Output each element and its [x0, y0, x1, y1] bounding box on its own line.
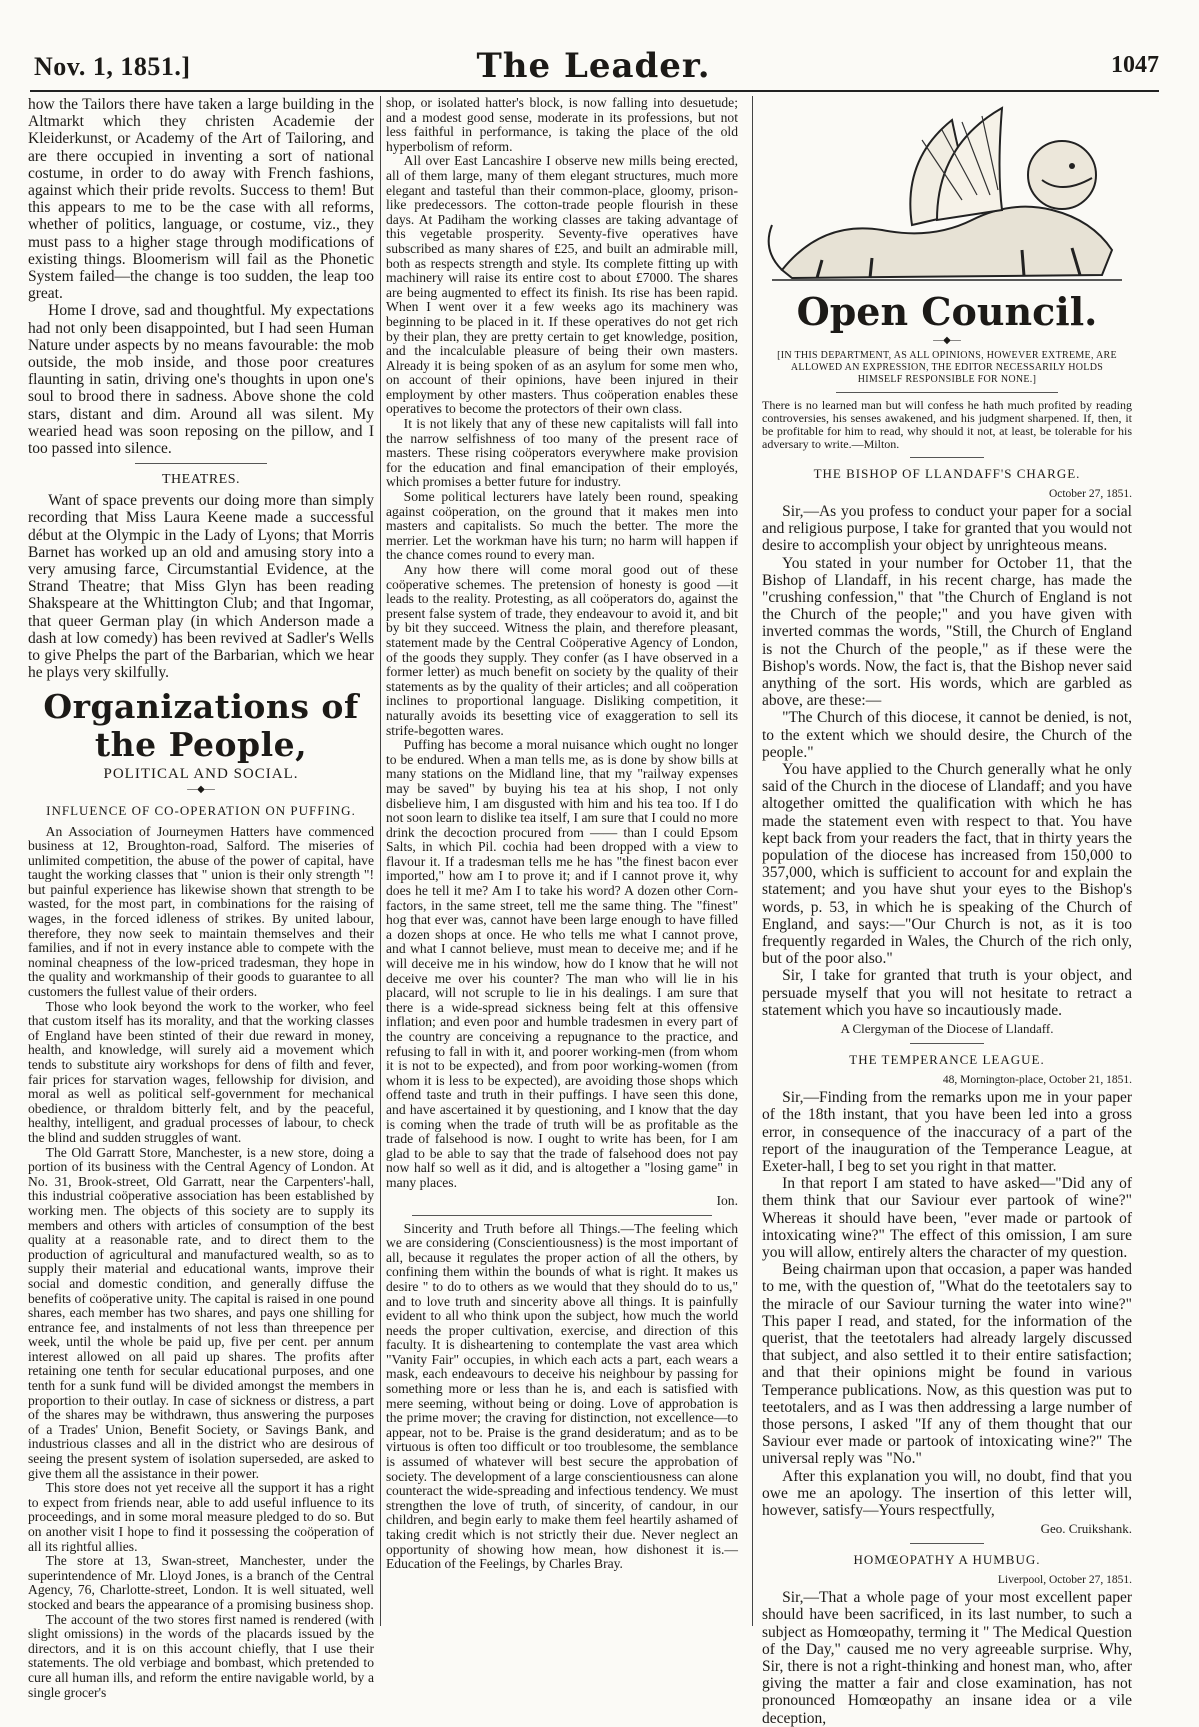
masthead-rule: [30, 90, 1159, 92]
divider: [910, 457, 984, 458]
theatres-heading: THEATRES.: [162, 472, 240, 488]
homeopathy-date: Liverpool, October 27, 1851.: [997, 1574, 1132, 1587]
letter-paragraph: "The Church of this diocese, it cannot be denied, is not, to the extent which we should desire, the Church of the people.": [762, 709, 1132, 761]
divider: [910, 1543, 984, 1544]
theatres-paragraph: Want of space prevents our doing more than simply recording that Miss Laura Keene made a successful début at the Olympic in the Lady of Lyons; that Morris Barnet has worked up an old and amusing story into a very amusing farce, Circumstantial Evidence, at the Strand Theatre; that Miss Glyn has been reading Shakspeare at the Whittington Club; and that Ingomar, that queer German play (in which Anderson made a dash at low comedy) has been revived at Sadler's Wells to give Phelps the part of the Barbarian, which we hear he plays very skilfully.: [28, 492, 374, 682]
article-paragraph: This store does not yet receive all the support it has a right to expect from friends near, able to add useful influence to its proceedings, and in some moral measure pledged to do so. But on another visit I hope to find it possessing the coöperation of all its rightful allies.: [28, 1480, 374, 1554]
article-paragraph: An Association of Journeymen Hatters have commenced business at 12, Broughton-road, Salford. The miseries of unlimited competition, the abuse of the power of capital, have taught the working classes that " union is their only strength "! but painful experience has likewise shown that strength to be wasted, for the most part, in combinations for the raising of wages, in the forced idleness of strikes. By united labour, therefore, they now seek to maintain themselves and their families, and if not in every instance able to compete with the nominal cheapness of the low-priced tradesman, they hope in the quality and workmanship of their goods to guarantee to all customers the fullest value of their orders.: [28, 823, 374, 1000]
article-paragraph: The account of the two stores first named is rendered (with slight omissions) in the words of the placards issued by the directors, and it is on this account chiefly, that I use their statements. The old verbiage and bombast, which pretended to cure all human ills, and reform the entire navigable world, by a single grocer's: [28, 1611, 374, 1700]
bishop-signature: A Clergyman of the Diocese of Llandaff.: [840, 1021, 1054, 1037]
open-council-title: Open Council.: [796, 289, 1098, 334]
column-1: [28, 96, 374, 1700]
newspaper-title: The Leader.: [476, 46, 711, 86]
temperance-signature: Geo. Cruikshank.: [1040, 1521, 1132, 1537]
letter-paragraph: Being chairman upon that occasion, a paper was handed to me, with the question of, "What do the teetotalers say to the miracle of our Saviour turning the water into wine?" This paper I read, and stated, for the information of the querist, that the teetotalers had already largely discussed that subject, and also settled it to their entire satisfaction; and that their opinions might be found in various Temperance publications. Now, as this question was put to teetotalers, and as I was then addressing a large number of those persons, I asked "If any of them thought that our Saviour ever made or partook of intoxicating wine?" The universal reply was "No.": [762, 1261, 1132, 1468]
article-paragraph: The Old Garratt Store, Manchester, is a new store, doing a portion of its business with the Central Agency of London. At No. 31, Brook-street, Old Garratt, near the Carpenters'-hall, this industrial coöperative association has been established by working men. The objects of this society are to supply its members and others with articles of consumption of the best quality at a reasonable rate, and to direct them to the production of agricultural and manufactured wealth, so as to supply their material and educational wants, improve their social and domestic condition, and generally diffuse the benefits of coöperative unity. The capital is raised in one pound shares, each member has two shares, and pays one shilling for entrance fee, and instalments of not less than threepence per week, until the whole be paid up, five per cent. per annum interest allowed on all paid up shares. The profits after retaining one tenth for secular educational purposes, and one tenth for a sunk fund will be divided amongst the members in proportion to their outlay. In case of sickness or distress, a part of the shares may be withdrawn, thus answering the purposes of a Trades' Union, Benefit Society, or Savings Bank, and industrious classes and all in the district who are desirous of seeing the present system of isolation superseded, are asked to give them all the assistance in their power.: [28, 1144, 374, 1481]
article-paragraph: All over East Lancashire I observe new mills being erected, all of them large, many of them elegant structures, much more elegant and tasteful than their common-place, gloomy, prison-like predecessors. The cotton-trade people flourish in these days. At Padiham the working classes are taking advantage of this vegetable prosperity. Seventy-five operatives have subscribed as many shares of £25, and built an admirable mill, both as respects strength and style. Its complete fitting up with machinery will raise its entire cost to about £7000. The shares are being augmented to effect its finish. Its rise has been rapid. When I went over it a few weeks ago its machinery was beginning to be placed in it. If these operatives do not get rich by their plan, they are pretty certain to get knowledge, position, and the incalculable pleasure of being their own masters. Already it is being spoken of as an asylum for some men who, on account of their opinions, have been injured in their employment by other masters. Thus coöperation enables these operatives to become the protectors of their own class.: [386, 153, 738, 417]
bishop-heading: THE BISHOP OF LLANDAFF'S CHARGE.: [813, 466, 1081, 481]
column-divider: [380, 96, 381, 1626]
organizations-subheading: POLITICAL AND SOCIAL.: [103, 765, 299, 782]
column-2: [386, 96, 738, 1626]
letter-paragraph: After this explanation you will, no doubt, find that you owe me an apology. The insertion of this letter will, however, satisfy—Yours respectfully,: [762, 1467, 1132, 1519]
ornament: —◆—: [187, 783, 215, 795]
letter-paragraph: Sir, I take for granted that truth is your object, and persuade myself that you will not hesitate to retract a statement which you have so incautiously made.: [762, 967, 1132, 1019]
winged-lion-illustration: [762, 100, 1132, 288]
signature-ion: Ion.: [716, 1192, 738, 1208]
letter-paragraph: You stated in your number for October 11, that the Bishop of Llandaff, in his recent charge, has made the "crushing confession," that "the Church of England is not the Church of the people;" and you have given with inverted commas the words, "Still, the Church of England is not the Church of the people," as if these were the Bishop's words. Now, the fact is, that the Bishop never said anything of the sort. His words, which are garbled as above, are these:—: [762, 554, 1132, 710]
ornament: —◆—: [933, 335, 961, 346]
divider: [412, 1215, 711, 1216]
article-paragraph: Puffing has become a moral nuisance which ought no longer to be endured. When a man tells me, as is done by show bills at many stations on the Midland line, that my "railway expenses may be saved" by buying his tea at his shop, I not only disbelieve him, I am disgusted with him and his tea too. If I do not soon learn to dislike tea itself, I am sure that I could no more drink the decoction procured from —— than I could Epsom Salts, in which Pil. cochia had been dropped with a view to flavour it. If a tradesman tells me he has "the finest bacon ever imported," how am I to prove it; and if I cannot prove it, why does he tell it me? Am I to take his word? A dozen other Corn-factors, in the same street, tell me the same thing. The "finest" hog that ever was, cannot have been large enough to have filled a dozen shops at once. He who tells me what I cannot prove, and what I cannot believe, must mean to deceive me; and if he will deceive me in his window, how do I know that he will not deceive me over his counter? The man who will lie in his placard, will not scruple to lie in his dealings. I am sure that there is a wide-spread sickness being felt at this offensive inflation; and even poor and humble tradesmen in every part of the country are conceiving a repugnance to the practice, and refusing to fall in with it, and poorer working-men (from whom it is not to be expected), and from poor working-women (from whom it is less to be expected), are avoiding those shops which offend taste and truth in their puffings. I have seen this done, and have ascertained it by questioning, and I know that the day is coming when the trade of truth will be as profitable as the trade of falsehood is now. I ought to write has been, for I am glad to be able to say that the trade of falsehood does not pay now half so well as it did, and is altogether a "losing game" in many places.: [386, 737, 738, 1190]
divider: [135, 463, 266, 464]
milton-motto: There is no learned man but will confess he hath much profited by reading controversies, his senses awakened, and his judgment sharpened. If, then, it be profitable for him to read, why should it not, at least, be tolerable for his adversary to write.—Milton.: [762, 398, 1132, 451]
article-paragraph: Any how there will come moral good out of these coöperative schemes. The pretension of honesty is good —it leads to the reality. Protesting, as all coöperators do, against the present false system of trade, they endeavour to avoid it, and bit by bit they succeed. Witness the plain, and therefore pleasant, statement made by the Central Coöperative Agency of London, of the goods they supply. They confer (as I have observed in a former letter) as much benefit on society by the quality of their statements as by the quality of their articles; and all coöperation inclines to proportional language. Disliking competition, it naturally avoids its besetting vice of exaggeration to sell its strife-begotten wares.: [386, 562, 738, 738]
letter-paragraph: Sir,—Finding from the remarks upon me in your paper of the 18th instant, that you have been led into a gross error, in consequence of the inaccuracy of a part of the report of the inauguration of the Temperance League, at Exeter-hall, I beg to set you right in that matter.: [762, 1089, 1132, 1175]
divider: [836, 392, 1058, 393]
divider: [910, 1043, 984, 1044]
tailors-paragraph: how the Tailors there have taken a large building in the Altmarkt which they christen Academie der Kleiderkunst, or Academy of the Art of Tailoring, and are there occupied in inventing a sort of national costume, in order to do away with French fashions, against which their pride revolts. Success to them! But this appears to me to be the case with all reforms, whether of politics, language, or costume, viz., they must pass to a higher stage through modifications of existing things. Bloomerism will fail as the Phonetic System failed—the change is too sudden, the leap too great.: [28, 96, 374, 303]
organizations-heading: Organizations of the People,: [43, 686, 359, 764]
sincerity-paragraph: Sincerity and Truth before all Things.—The feeling which we are considering (Conscientiousness) is the most important of all, because it regulates the proper action of all the others, by confining them within the bounds of what is right. It makes us desire " to do to others as we would that they should do to us," and to love truth and sincerity above all things. It is painfully evident to all who think upon the subject, how much the world needs the proper cultivation, exercise, and direction of this faculty. It is disheartening to contemplate the vast area which "Vanity Fair" occupies, in which each acts a part, each wears a mask, each endeavours to deceive his neighbour by passing for something more or less than he is, and each is satisfied with mere seeming, without being or doing. Love of approbation is the prime mover; the craving for distinction, not excellence—to appear, not to be. Praise is the grand desideratum; and as to be virtuous is often too difficult or too troublesome, the semblance is assumed of whatever will best secure the approbation of society. The development of a large conscientiousness can alone counteract the wide-spreading and infectious tendency. We must strengthen the love of truth, of sincerity, of candour, in our children, and begin early to make them feel heartily ashamed of taking credit which is not strictly their due. Never neglect an opportunity of showing how mean, how dishonest it is.—Education of the Feelings, by Charles Bray.: [386, 1220, 738, 1572]
issue-date: Nov. 1, 1851.]: [34, 52, 191, 81]
temperance-date: 48, Mornington-place, October 21, 1851.: [942, 1074, 1132, 1087]
letter-paragraph: Sir,—That a whole page of your most excellent paper should have been sacrificed, in its last number, to such a subject as Homœopathy, terming it " The Medical Question of the Day," caused me no very agreeable surprise. Why, Sir, there is not a right-thinking and honest man, who, after giving the matter a fair and close examination, has not pronounced Homœopathy an insane idea or a vile deception,: [762, 1589, 1132, 1727]
article-paragraph: It is not likely that any of these new capitalists will fall into the narrow selfishness of too many of the present race of masters. These rising coöperators everywhere make provision for the education and final emancipation of their employés, which promises a better future for industry.: [386, 416, 738, 490]
column-divider: [752, 96, 753, 1626]
article-paragraph: Some political lecturers have lately been round, speaking against coöperation, on the ground that it makes men into masters and capitalists. So much the better. The more the merrier. Let the workman have his turn; no harm will happen if the chance comes round to every man.: [386, 489, 738, 563]
homeopathy-heading: HOMŒOPATHY A HUMBUG.: [853, 1552, 1041, 1568]
editor-notice: [IN THIS DEPARTMENT, AS ALL OPINIONS, HOWEVER EXTREME, ARE ALLOWED AN EXPRESSION, THE EDITOR NECESSARILY HOLDS HIMSELF RESPONSIBLE FOR NONE.]: [777, 350, 1117, 385]
influence-heading: INFLUENCE OF CO-OPERATION ON PUFFING.: [46, 802, 356, 818]
letter-paragraph: In that report I am stated to have asked—"Did any of them think that our Saviour ever partook of wine?" Whereas it should have been, "ever made or partook of intoxicating wine?" The effect of this omission, I am sure you will allow, entirely alters the character of my question.: [762, 1175, 1132, 1261]
letter-paragraph: You have applied to the Church generally what he only said of the Church in the diocese of Llandaff; and you have altogether omitted the qualification with which he has made the statement even with respect to that. You have kept back from your readers the fact, that in thirty years the population of the diocese has increased from 150,000 to 357,000, which is sufficient to account for and explain the statement; and you have shut your eyes to the Bishop's words, p. 53, in which he is speaking of the Church of England, and says:—"Our Church is not, as it is too frequently regarded in Wales, the Church of the rich only, but of the poor also.": [762, 761, 1132, 968]
article-paragraph: Those who look beyond the work to the worker, who feel that custom itself has its morality, and that the working classes of England have been stinted of their due reward in money, health, and knowledge, will surely aid a movement which tends to substitute airy workshops for dens of filth and fever, fair prices for starvation wages, fellowship for division, and moral as well as political self-government for mechanical obedience, or thraldom bitterly felt, and by the peaceful, healthy, intelligent, and gradual processes of labour, to check the blind and sudden struggles of want.: [28, 998, 374, 1145]
bishop-date: October 27, 1851.: [1048, 488, 1132, 500]
home-paragraph: Home I drove, sad and thoughtful. My expectations had not only been disappointed, but I had seen Human Nature under aspects by no means favourable: the mob outside, the mob inside, and those poor creatures flaunting in satin, driving one's thoughts in upon one's soul to brood there in sadness. Above shone the cold stars, distant and dim. Around all was silent. My wearied head was soon reposing on the pillow, and I too passed into silence.: [28, 302, 374, 458]
page-number: 1047: [1111, 52, 1159, 78]
masthead: [28, 46, 1159, 86]
temperance-heading: THE TEMPERANCE LEAGUE.: [849, 1052, 1045, 1068]
letter-paragraph: Sir,—As you profess to conduct your paper for a social and religious purpose, I take for granted that you would not desire to accomplish your object by unrighteous means.: [762, 503, 1132, 555]
column-3: [762, 96, 1132, 1727]
article-paragraph: shop, or isolated hatter's block, is now falling into desuetude; and a modest good sense, moderate in its professions, but not less faithful in performance, is taking the place of the old hyperbolism of reform.: [386, 95, 738, 154]
article-paragraph: The store at 13, Swan-street, Manchester, under the superintendence of Mr. Lloyd Jones, is a branch of the Central Agency, 76, Charlotte-street, London. It is well situated, well stocked and bears the appearance of a promising business shop.: [28, 1553, 374, 1612]
